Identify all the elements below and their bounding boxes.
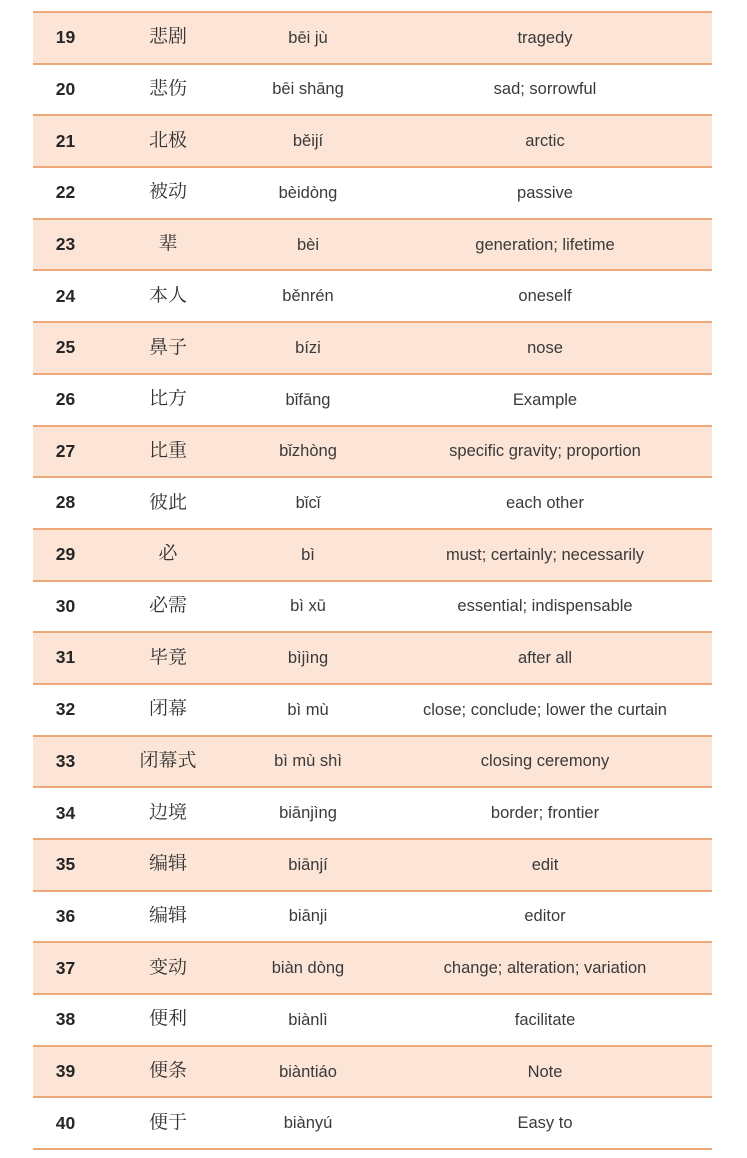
- table-row: [33, 1047, 712, 1099]
- table-row: [33, 65, 712, 117]
- pinyin-cell: biānji: [288, 907, 328, 926]
- english-cell: arctic: [525, 132, 565, 151]
- english-cell: must; certainly; necessarily: [445, 545, 645, 564]
- table-row: [33, 788, 712, 840]
- row-number: 29: [55, 545, 76, 565]
- row-number: 30: [55, 596, 76, 616]
- english-cell: change; alteration; variation: [443, 959, 647, 978]
- row-number: 22: [55, 183, 76, 203]
- hanzi-cell: 边境: [148, 802, 187, 823]
- row-number: 21: [55, 131, 76, 151]
- hanzi-cell: 毕竟: [148, 647, 187, 668]
- table-row: [33, 995, 712, 1047]
- row-number: 25: [55, 338, 76, 358]
- table-row: [33, 427, 712, 479]
- hanzi-cell: 本人: [148, 285, 187, 306]
- table-row: [33, 116, 712, 168]
- pinyin-cell: bǐfāng: [285, 390, 331, 409]
- table-row: [33, 13, 712, 65]
- pinyin-cell: biànyú: [283, 1114, 333, 1133]
- english-cell: close; conclude; lower the curtain: [423, 700, 667, 719]
- hanzi-cell: 闭幕: [148, 699, 187, 720]
- hanzi-cell: 便条: [148, 1061, 187, 1082]
- english-cell: generation; lifetime: [475, 235, 615, 254]
- row-number: 28: [55, 493, 76, 513]
- vocab-table: [33, 11, 712, 1150]
- pinyin-cell: bì mù shì: [274, 752, 342, 771]
- table-row: [33, 892, 712, 944]
- table-row: [33, 530, 712, 582]
- table-row: [33, 943, 712, 995]
- row-number: 19: [55, 28, 76, 48]
- english-cell: oneself: [518, 287, 572, 306]
- pinyin-cell: bēi jù: [288, 28, 328, 47]
- table-row: [33, 375, 712, 427]
- table-row: [33, 478, 712, 530]
- english-cell: Example: [512, 390, 578, 409]
- english-cell: closing ceremony: [480, 752, 610, 771]
- pinyin-cell: biàn dòng: [271, 959, 345, 978]
- row-number: 34: [55, 803, 76, 823]
- pinyin-cell: bì: [301, 545, 315, 564]
- row-number: 36: [55, 906, 76, 926]
- hanzi-cell: 编辑: [148, 906, 187, 927]
- table-row: [33, 737, 712, 789]
- english-cell: border; frontier: [490, 804, 600, 823]
- english-cell: edit: [531, 855, 559, 874]
- pinyin-cell: biàntiáo: [279, 1062, 337, 1081]
- pinyin-cell: biānjí: [288, 855, 328, 874]
- table-row: [33, 633, 712, 685]
- table-row: [33, 582, 712, 634]
- row-number: 31: [55, 648, 76, 668]
- pinyin-cell: běnrén: [282, 287, 334, 306]
- hanzi-cell: 悲伤: [148, 79, 187, 100]
- table-row: [33, 168, 712, 220]
- hanzi-cell: 变动: [148, 957, 187, 978]
- hanzi-cell: 鼻子: [148, 337, 187, 358]
- english-cell: specific gravity; proportion: [449, 442, 641, 461]
- pinyin-cell: bì xū: [290, 597, 326, 616]
- hanzi-cell: 辈: [158, 234, 178, 255]
- english-cell: tragedy: [517, 28, 573, 47]
- row-number: 24: [55, 286, 76, 306]
- pinyin-cell: bì mù: [287, 700, 329, 719]
- row-number: 23: [55, 234, 76, 254]
- hanzi-cell: 编辑: [148, 854, 187, 875]
- english-cell: essential; indispensable: [457, 597, 633, 616]
- english-cell: each other: [506, 493, 584, 512]
- pinyin-cell: bìjìng: [287, 649, 329, 668]
- hanzi-cell: 必: [158, 544, 178, 565]
- pinyin-cell: bǐzhòng: [279, 442, 337, 461]
- english-cell: after all: [517, 649, 573, 668]
- english-cell: sad; sorrowful: [493, 80, 597, 99]
- hanzi-cell: 比方: [148, 389, 187, 410]
- table-row: [33, 1098, 712, 1150]
- row-number: 37: [55, 958, 76, 978]
- english-cell: nose: [527, 338, 563, 357]
- english-cell: facilitate: [514, 1010, 576, 1029]
- row-number: 35: [55, 855, 76, 875]
- row-number: 40: [55, 1113, 76, 1133]
- english-cell: Note: [527, 1062, 563, 1081]
- row-number: 39: [55, 1061, 76, 1081]
- pinyin-cell: bèidòng: [278, 183, 338, 202]
- hanzi-cell: 便利: [148, 1009, 187, 1030]
- row-number: 26: [55, 390, 76, 410]
- hanzi-cell: 被动: [148, 182, 187, 203]
- pinyin-cell: biànlì: [288, 1010, 328, 1029]
- table-row: [33, 323, 712, 375]
- row-number: 20: [55, 79, 76, 99]
- hanzi-cell: 便于: [148, 1112, 187, 1133]
- pinyin-cell: bēi shāng: [272, 80, 344, 99]
- hanzi-cell: 彼此: [148, 492, 187, 513]
- pinyin-cell: biānjìng: [279, 804, 337, 823]
- table-row: [33, 220, 712, 272]
- table-row: [33, 271, 712, 323]
- english-cell: passive: [517, 183, 573, 202]
- hanzi-cell: 闭幕式: [139, 751, 197, 772]
- table-row: [33, 685, 712, 737]
- row-number: 38: [55, 1010, 76, 1030]
- hanzi-cell: 比重: [148, 440, 187, 461]
- table-row: [33, 840, 712, 892]
- english-cell: Easy to: [517, 1114, 573, 1133]
- hanzi-cell: 悲剧: [148, 27, 187, 48]
- row-number: 32: [55, 700, 76, 720]
- hanzi-cell: 必需: [148, 595, 187, 616]
- row-number: 33: [55, 751, 76, 771]
- row-number: 27: [55, 441, 76, 461]
- pinyin-cell: bízi: [295, 338, 321, 357]
- pinyin-cell: bèi: [296, 235, 320, 254]
- hanzi-cell: 北极: [148, 130, 187, 151]
- pinyin-cell: běijí: [292, 132, 324, 151]
- pinyin-cell: bǐcǐ: [295, 493, 321, 512]
- english-cell: editor: [524, 907, 566, 926]
